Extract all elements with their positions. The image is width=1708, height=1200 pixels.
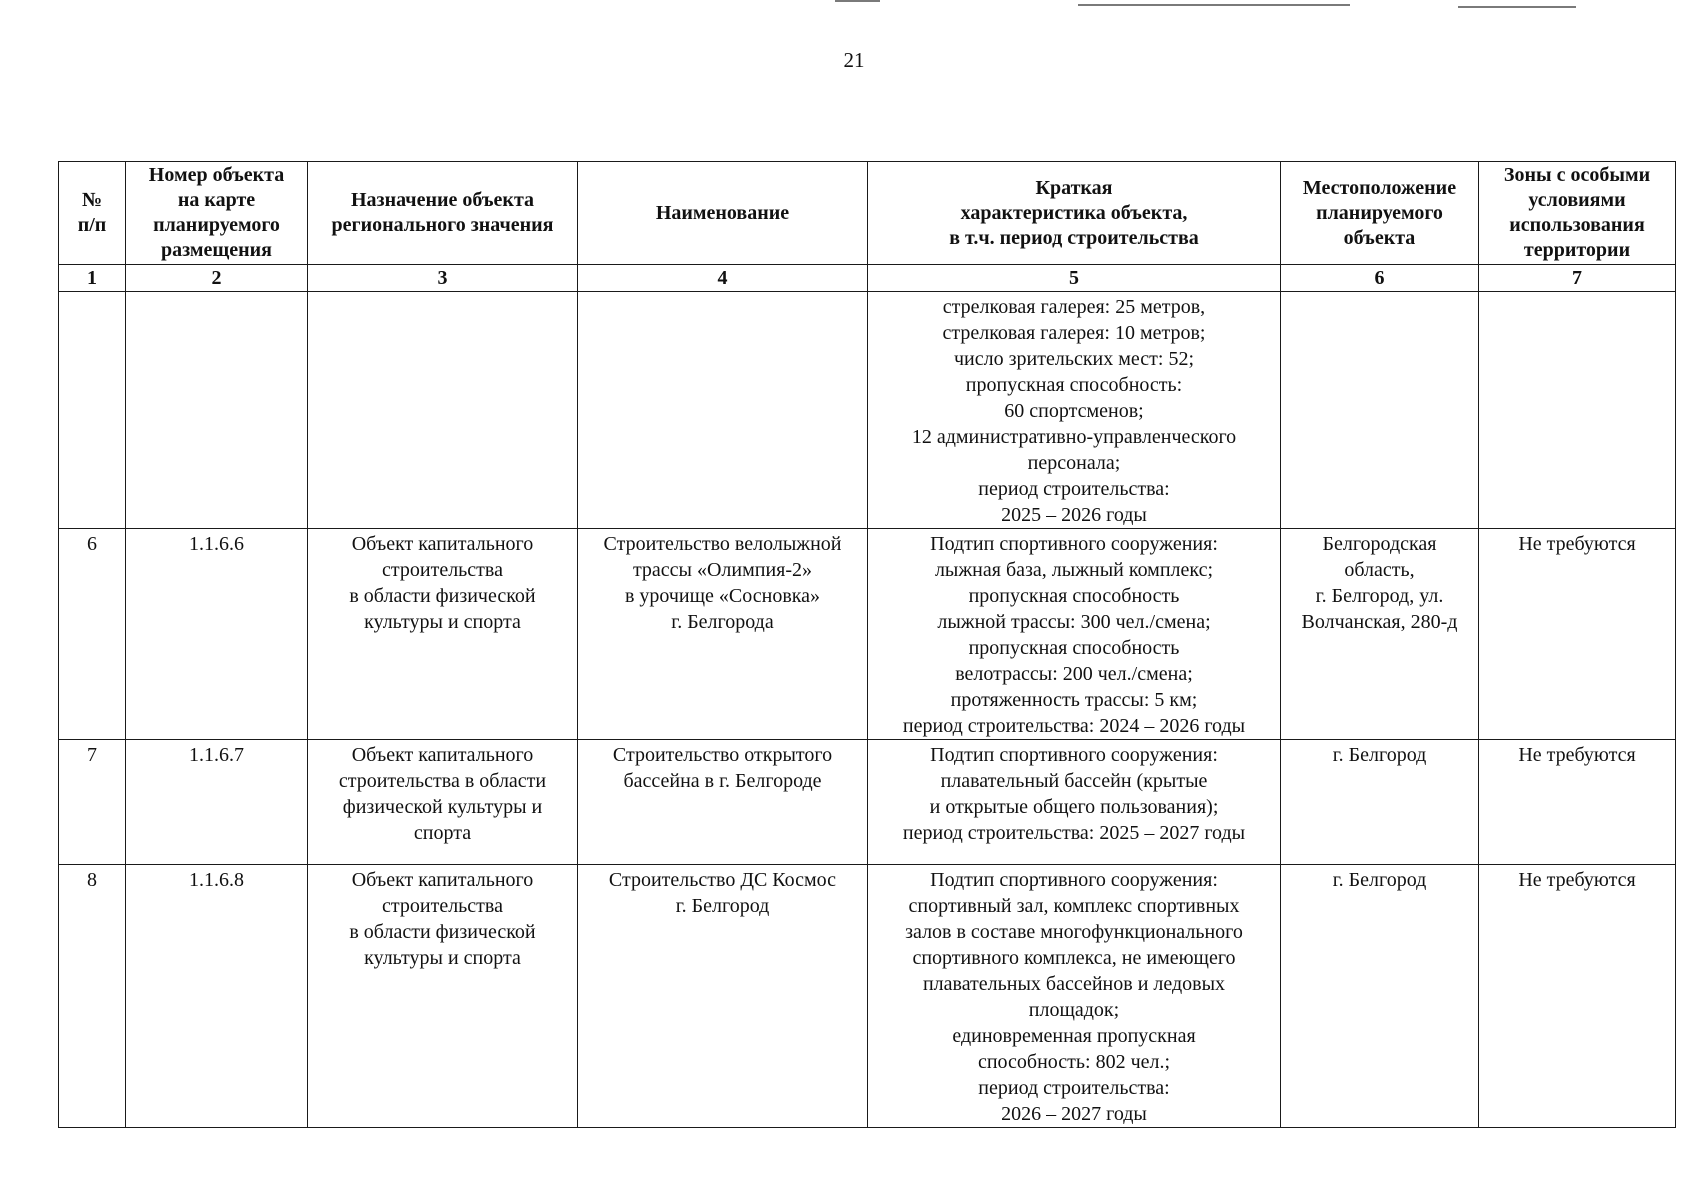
cell-purpose <box>308 865 578 1128</box>
cell-line: Не требуются <box>1518 533 1636 555</box>
cell-num <box>59 865 126 1128</box>
cell-line: г. Белгорода <box>671 611 774 633</box>
cell-purpose <box>308 292 578 529</box>
table-row <box>59 529 1676 740</box>
cell-line: характеристика объекта, <box>960 201 1188 224</box>
cell-line: пропускная способность <box>968 637 1180 659</box>
cell-line: залов в составе многофункционального <box>905 921 1243 943</box>
table-row <box>59 292 1676 529</box>
cell-line: физической культуры и <box>342 796 543 818</box>
column-number: 4 <box>578 265 868 292</box>
cell-line: 8 <box>87 869 97 891</box>
cell-line: размещения <box>160 239 272 261</box>
cell-line: в области физической <box>349 585 536 607</box>
cell-line: площадок; <box>1028 999 1120 1021</box>
cell-location <box>1281 292 1479 529</box>
planned-objects-table <box>58 161 1676 1128</box>
cell-location <box>1281 865 1479 1128</box>
scan-artifact <box>1078 4 1350 6</box>
cell-line: использования <box>1509 214 1645 236</box>
column-number: 7 <box>1479 265 1676 292</box>
cell-line: Краткая <box>1035 176 1113 199</box>
cell-name <box>578 292 868 529</box>
cell-line: спорта <box>413 822 472 844</box>
cell-name <box>578 740 868 865</box>
cell-line: в области физической <box>349 921 536 943</box>
cell-line: п/п <box>77 214 107 236</box>
cell-line: Белгородская <box>1322 533 1437 555</box>
cell-line: единовременная пропускная <box>952 1025 1196 1047</box>
cell-line: период строительства: <box>978 478 1170 500</box>
cell-description <box>868 292 1281 529</box>
header-cell <box>868 162 1281 265</box>
cell-line: протяженность трассы: 5 км; <box>950 689 1198 711</box>
cell-line: Объект капитального <box>351 869 534 891</box>
cell-line: период строительства: <box>978 1077 1170 1099</box>
cell-line: Наименование <box>655 201 790 224</box>
cell-line: пропускная способность <box>968 585 1180 607</box>
cell-line: 7 <box>87 744 97 766</box>
header-row <box>59 162 1676 265</box>
cell-line: на карте <box>177 189 256 211</box>
cell-line: 2025 – 2026 годы <box>1001 504 1147 526</box>
cell-line: Подтип спортивного сооружения: <box>930 744 1218 766</box>
cell-line: культуры и спорта <box>364 947 521 969</box>
cell-description <box>868 865 1281 1128</box>
cell-line: Подтип спортивного сооружения: <box>930 533 1218 555</box>
cell-line: Строительство велолыжной <box>603 533 842 555</box>
cell-line: 60 спортсменов; <box>1004 400 1144 422</box>
cell-line: Зоны с особыми <box>1503 164 1651 186</box>
column-number: 1 <box>59 265 126 292</box>
column-number-row <box>59 265 1676 292</box>
cell-zones <box>1479 865 1676 1128</box>
cell-line: Местоположение <box>1302 176 1457 199</box>
cell-line: 1.1.6.8 <box>189 869 244 891</box>
cell-line: Волчанская, 280-д <box>1301 611 1458 633</box>
scan-artifact <box>835 0 880 2</box>
cell-purpose <box>308 740 578 865</box>
cell-line: регионального значения <box>331 214 554 236</box>
column-number: 3 <box>308 265 578 292</box>
cell-line: способность: 802 чел.; <box>977 1051 1171 1073</box>
cell-line: плавательный бассейн (крытые <box>940 770 1208 792</box>
cell-line: 12 административно-управленческого <box>911 426 1237 448</box>
cell-purpose <box>308 529 578 740</box>
cell-map-id <box>126 865 308 1128</box>
cell-line: г. Белгород <box>1332 869 1427 891</box>
cell-line: территории <box>1523 239 1631 261</box>
header-cell <box>1479 162 1676 265</box>
cell-line: персонала; <box>1027 452 1121 474</box>
cell-line: г. Белгород <box>1332 744 1427 766</box>
cell-line: 6 <box>87 533 97 555</box>
cell-num <box>59 529 126 740</box>
cell-zones <box>1479 292 1676 529</box>
cell-line: Объект капитального <box>351 744 534 766</box>
cell-map-id <box>126 529 308 740</box>
table-row <box>59 740 1676 865</box>
cell-line: 1.1.6.6 <box>189 533 244 555</box>
cell-line: Строительство открытого <box>612 744 833 766</box>
column-number: 5 <box>868 265 1281 292</box>
cell-zones <box>1479 529 1676 740</box>
cell-line: стрелковая галерея: 25 метров, <box>942 296 1206 318</box>
cell-line: строительства в области <box>338 770 547 792</box>
cell-name <box>578 865 868 1128</box>
cell-line: стрелковая галерея: 10 метров; <box>942 322 1206 344</box>
cell-line: 2026 – 2027 годы <box>1001 1103 1147 1125</box>
cell-line: бассейна в г. Белгороде <box>623 770 822 792</box>
cell-name <box>578 529 868 740</box>
cell-line: пропускная способность: <box>965 374 1183 396</box>
page-number: 21 <box>843 48 865 72</box>
cell-line: Не требуются <box>1518 744 1636 766</box>
cell-line: спортивного комплекса, не имеющего <box>912 947 1236 969</box>
cell-line: условиями <box>1528 189 1626 211</box>
cell-line: культуры и спорта <box>364 611 521 633</box>
cell-line: период строительства: 2024 – 2026 годы <box>902 715 1246 737</box>
cell-map-id <box>126 292 308 529</box>
cell-num <box>59 292 126 529</box>
cell-line: число зрительских мест: 52; <box>954 348 1194 370</box>
cell-line: № <box>81 189 103 211</box>
cell-line: спортивный зал, комплекс спортивных <box>908 895 1240 917</box>
header-cell <box>578 162 868 265</box>
cell-line: Не требуются <box>1518 869 1636 891</box>
cell-map-id <box>126 740 308 865</box>
cell-line: строительства <box>382 895 503 917</box>
cell-line: область, <box>1344 559 1415 581</box>
cell-line: Номер объекта <box>148 164 285 186</box>
cell-line: плавательных бассейнов и ледовых <box>922 973 1226 995</box>
cell-line: в урочище «Сосновка» <box>624 585 821 607</box>
cell-line: Строительство ДС Космос <box>608 869 837 891</box>
header-cell <box>59 162 126 265</box>
cell-line: лыжной трассы: 300 чел./смена; <box>937 611 1211 633</box>
scan-artifact <box>1458 6 1576 8</box>
cell-location <box>1281 529 1479 740</box>
cell-line: г. Белгород <box>675 895 770 917</box>
table-row <box>59 865 1676 1128</box>
cell-line: Назначение объекта <box>350 189 535 211</box>
header-cell <box>308 162 578 265</box>
cell-zones <box>1479 740 1676 865</box>
cell-line: лыжная база, лыжный комплекс; <box>934 559 1214 581</box>
cell-line: в т.ч. период строительства <box>949 226 1199 249</box>
header-cell <box>126 162 308 265</box>
cell-line: и открытые общего пользования); <box>929 796 1219 818</box>
cell-line: объекта <box>1343 226 1416 249</box>
column-number: 2 <box>126 265 308 292</box>
cell-location <box>1281 740 1479 865</box>
cell-description <box>868 529 1281 740</box>
cell-num <box>59 740 126 865</box>
column-number: 6 <box>1281 265 1479 292</box>
cell-line: строительства <box>382 559 503 581</box>
cell-line: планируемого <box>153 214 280 236</box>
cell-description <box>868 740 1281 865</box>
cell-line: 1.1.6.7 <box>189 744 244 766</box>
cell-line: период строительства: 2025 – 2027 годы <box>902 822 1246 844</box>
cell-line: велотрассы: 200 чел./смена; <box>955 663 1193 685</box>
header-cell <box>1281 162 1479 265</box>
cell-line: г. Белгород, ул. <box>1315 585 1444 607</box>
cell-line: планируемого <box>1316 201 1443 224</box>
cell-line: трассы «Олимпия-2» <box>632 559 813 581</box>
cell-line: Подтип спортивного сооружения: <box>930 869 1218 891</box>
cell-line: Объект капитального <box>351 533 534 555</box>
